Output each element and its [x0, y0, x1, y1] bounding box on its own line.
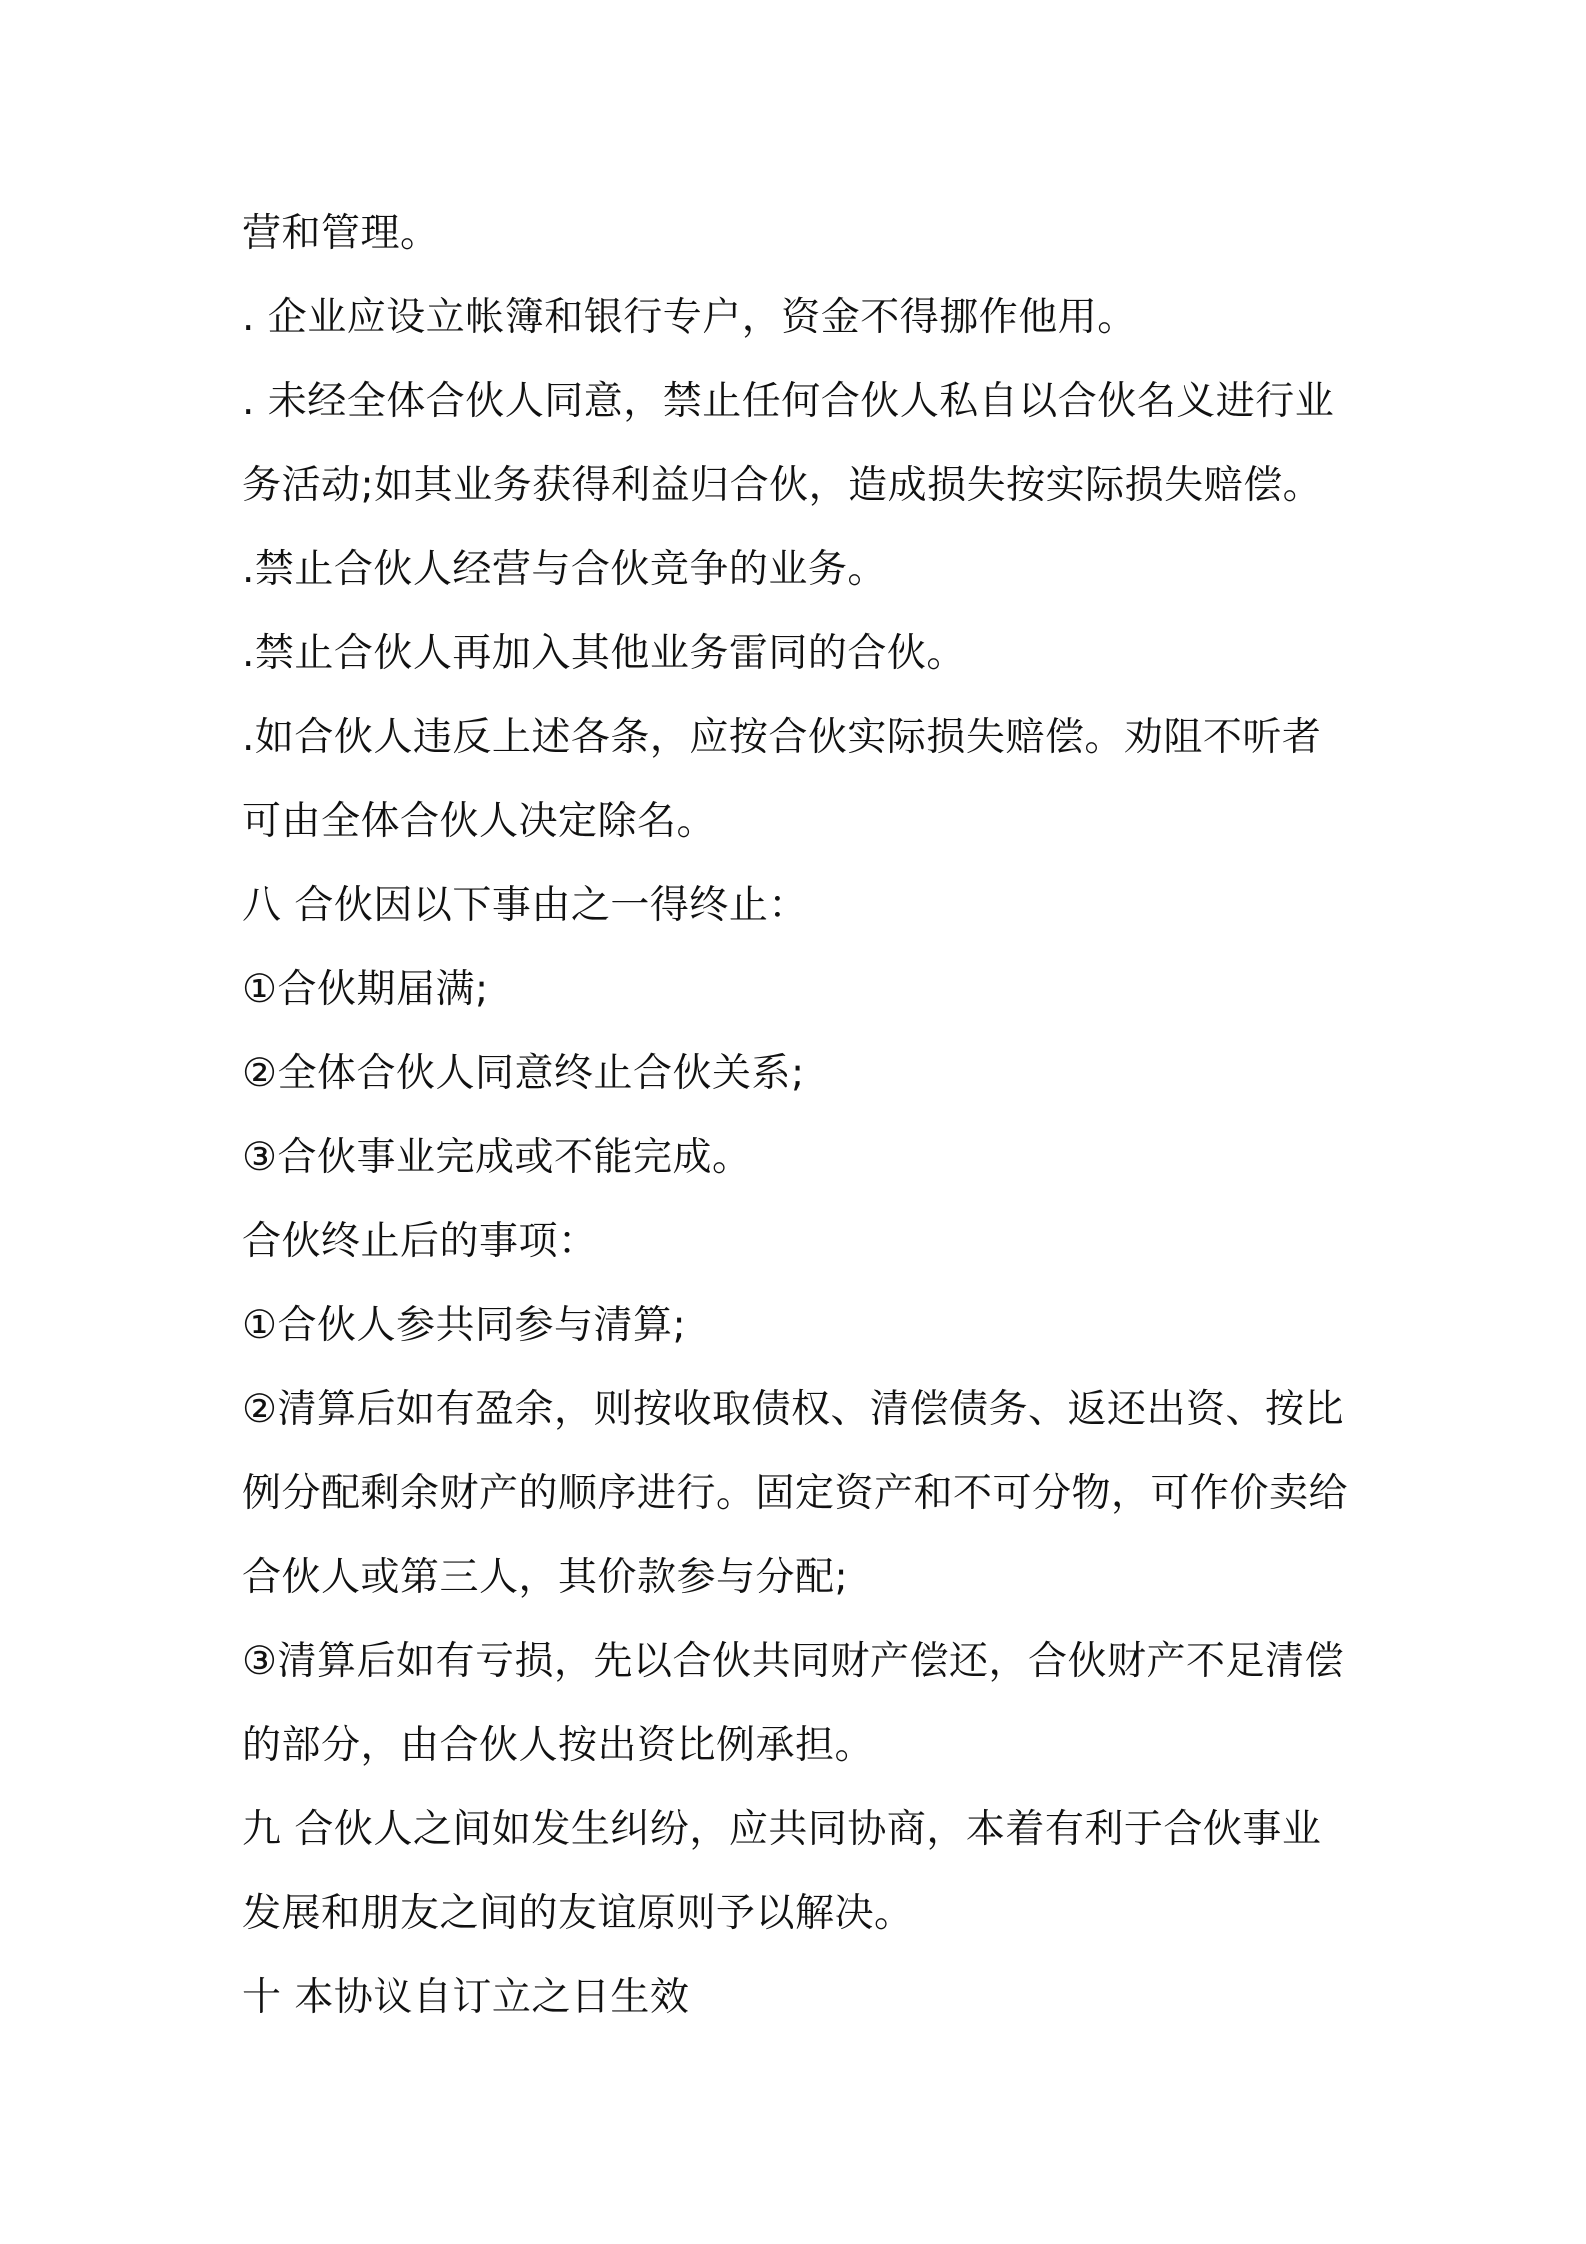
list-item: ①合伙人参共同参与清算;	[242, 1303, 687, 1348]
text-line: . 企业应设立帐簿和银行专户，资金不得挪作他用。	[242, 295, 1137, 340]
text-line: 合伙人或第三人，其价款参与分配;	[242, 1555, 849, 1600]
text-line: .如合伙人违反上述各条，应按合伙实际损失赔偿。劝阻不听者	[242, 715, 1322, 760]
list-item: ①合伙期届满;	[242, 967, 489, 1012]
section-heading-8: 八 合伙因以下事由之一得终止：	[242, 883, 808, 928]
text-line: 可由全体合伙人决定除名。	[242, 799, 717, 844]
text-line: 务活动;如其业务获得利益归合伙，造成损失按实际损失赔偿。	[242, 463, 1323, 508]
text-line: . 未经全体合伙人同意，禁止任何合伙人私自以合伙名义进行业	[242, 379, 1335, 424]
list-item: ②全体合伙人同意终止合伙关系;	[242, 1051, 805, 1096]
text-line: 的部分，由合伙人按出资比例承担。	[242, 1723, 875, 1768]
list-item: ②清算后如有盈余，则按收取债权、清偿债务、返还出资、按比	[242, 1387, 1344, 1432]
text-line: 发展和朋友之间的友谊原则予以解决。	[242, 1891, 914, 1936]
list-item: ③清算后如有亏损，先以合伙共同财产偿还，合伙财产不足清偿	[242, 1639, 1344, 1684]
list-item: ③合伙事业完成或不能完成。	[242, 1135, 752, 1180]
text-line: .禁止合伙人经营与合伙竞争的业务。	[242, 547, 887, 592]
subheading-termination-matters: 合伙终止后的事项：	[242, 1219, 598, 1264]
document-body	[242, 192, 1362, 2040]
section-heading-9: 九 合伙人之间如发生纠纷，应共同协商，本着有利于合伙事业	[242, 1807, 1322, 1852]
section-heading-10: 十 本协议自订立之日生效	[242, 1975, 690, 2020]
text-line: 例分配剩余财产的顺序进行。固定资产和不可分物，可作价卖给	[242, 1471, 1349, 1516]
text-line: .禁止合伙人再加入其他业务雷同的合伙。	[242, 631, 966, 676]
text-line: 营和管理。	[242, 211, 440, 256]
